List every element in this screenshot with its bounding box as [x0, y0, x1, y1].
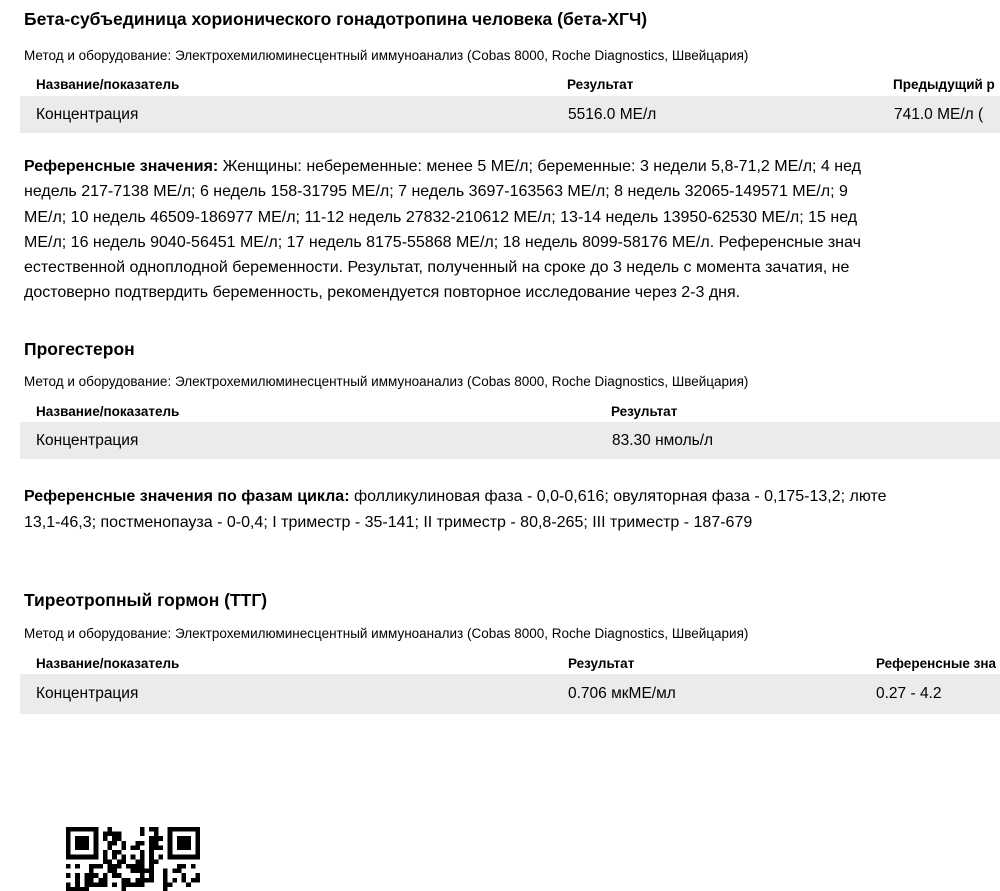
column-header-reference: Референсные зна [876, 656, 997, 671]
reference-line: недель 217-7138 МЕ/л; 6 недель 158-31795 МЕ/л; 7 недель 3697-163563 МЕ/л; 8 недель 32065-149571 МЕ/л; 9 [24, 183, 848, 201]
table-header-row [0, 404, 1000, 424]
cell-name: Концентрация [36, 105, 139, 123]
cell-previous-result: 741.0 МЕ/л ( [894, 105, 984, 123]
reference-line: естественной одноплодной беременности. Результат, полученный на сроке до 3 недель с момента зачатия, не [24, 259, 850, 277]
column-header-name: Название/показатель [36, 404, 180, 419]
cell-reference-range: 0.27 - 4.2 [876, 685, 942, 702]
cell-result: 83.30 нмоль/л [612, 431, 714, 449]
reference-line: Референсные значения: Женщины: небеременные: менее 5 МЕ/л; беременные: 3 недели 5,8-71,2 МЕ/л; 4 нед [24, 158, 861, 175]
method-line: Метод и оборудование: Электрохемилюминесцентный иммуноанализ (Cobas 8000, Roche Diagnostics, Швейцария) [24, 48, 749, 63]
cell-result: 0.706 мкМЕ/мл [568, 685, 676, 702]
table-header-row [0, 77, 1000, 97]
column-header-name: Название/показатель [36, 77, 180, 92]
column-header-result: Результат [568, 656, 635, 671]
reference-label: Референсные значения по фазам цикла: [24, 488, 350, 505]
table-row [20, 674, 1000, 714]
reference-paragraph [24, 154, 1000, 306]
section-title: Прогестерон [24, 339, 135, 359]
table-header-row [0, 656, 1000, 676]
column-header-result: Результат [611, 404, 678, 419]
reference-line: Референсные значения по фазам цикла: фолликулиновая фаза - 0,0-0,616; овуляторная фаза - 0,175-13,2; люте [24, 488, 887, 505]
cell-name: Концентрация [36, 685, 139, 702]
reference-label: Референсные значения: [24, 158, 219, 175]
reference-paragraph [24, 484, 1000, 536]
table-row [20, 96, 1000, 133]
section-title: Тиреотропный гормон (ТТГ) [24, 590, 268, 610]
column-header-name: Название/показатель [36, 656, 180, 671]
method-line: Метод и оборудование: Электрохемилюминесцентный иммуноанализ (Cobas 8000, Roche Diagnostics, Швейцария) [24, 374, 749, 389]
qr-code [66, 827, 200, 891]
reference-line: 13,1-46,3; постменопауза - 0-0,4; I триместр - 35-141; II триместр - 80,8-265; III триместр - 187-679 [24, 514, 753, 531]
cell-name: Концентрация [36, 431, 139, 449]
reference-line: достоверно подтвердить беременность, рекомендуется повторное исследование через 2-3 дня. [24, 284, 741, 302]
section-title: Бета-субъединица хорионического гонадотропина человека (бета-ХГЧ) [24, 9, 648, 29]
method-line: Метод и оборудование: Электрохемилюминесцентный иммуноанализ (Cobas 8000, Roche Diagnostics, Швейцария) [24, 626, 749, 641]
cell-result: 5516.0 МЕ/л [568, 105, 657, 123]
reference-line: МЕ/л; 16 недель 9040-56451 МЕ/л; 17 недель 8175-55868 МЕ/л; 18 недель 8099-58176 МЕ/л. Референсные знач [24, 233, 861, 251]
column-header-result: Результат [567, 77, 634, 92]
table-row [20, 422, 1000, 459]
reference-line: МЕ/л; 10 недель 46509-186977 МЕ/л; 11-12 недель 27832-210612 МЕ/л; 13-14 недель 13950-62530 МЕ/л; 15 нед [24, 208, 858, 226]
column-header-previous: Предыдущий р [893, 77, 995, 92]
